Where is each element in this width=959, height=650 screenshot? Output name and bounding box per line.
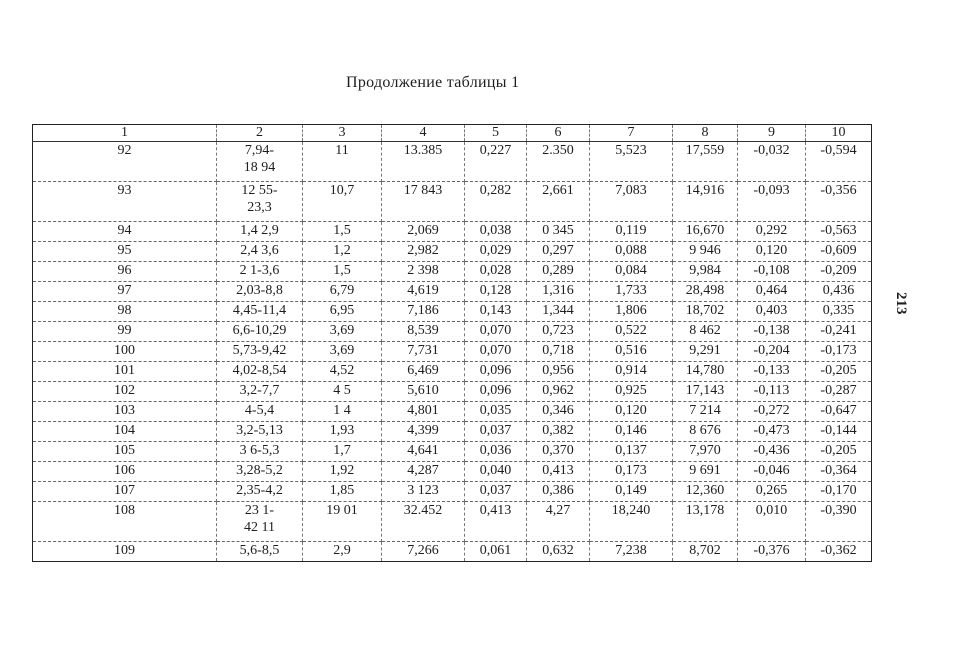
table-cell: 12 55- 23,3 bbox=[217, 182, 303, 222]
table-cell: 0,227 bbox=[465, 142, 527, 182]
table-cell: 17,559 bbox=[673, 142, 738, 182]
table-cell: 0,149 bbox=[590, 482, 673, 502]
table-cell: 17,143 bbox=[673, 382, 738, 402]
table-cell: 0,070 bbox=[465, 322, 527, 342]
table-cell: 0,403 bbox=[738, 302, 806, 322]
table-cell: 7,94- 18 94 bbox=[217, 142, 303, 182]
column-header: 5 bbox=[465, 125, 527, 142]
table-cell: 8,539 bbox=[382, 322, 465, 342]
table-cell: 10,7 bbox=[303, 182, 382, 222]
table-cell: 9,291 bbox=[673, 342, 738, 362]
table-cell: 0,370 bbox=[527, 442, 590, 462]
column-header: 1 bbox=[33, 125, 217, 142]
table-cell: 16,670 bbox=[673, 222, 738, 242]
table-cell: -0,436 bbox=[738, 442, 806, 462]
table-header-row bbox=[33, 125, 872, 142]
table-cell: 0,088 bbox=[590, 242, 673, 262]
data-table bbox=[32, 124, 872, 562]
table-cell: 0,265 bbox=[738, 482, 806, 502]
table-cell: 4,801 bbox=[382, 402, 465, 422]
table-cell: -0,362 bbox=[806, 542, 872, 562]
table-cell: 0,040 bbox=[465, 462, 527, 482]
table-cell: 0,137 bbox=[590, 442, 673, 462]
table-cell: 106 bbox=[33, 462, 217, 482]
table-cell: 3,28-5,2 bbox=[217, 462, 303, 482]
table-cell: 0,173 bbox=[590, 462, 673, 482]
table-cell: 1,85 bbox=[303, 482, 382, 502]
table-cell: 1,92 bbox=[303, 462, 382, 482]
table-cell: -0,241 bbox=[806, 322, 872, 342]
table-cell: 2 398 bbox=[382, 262, 465, 282]
table-cell: 2,9 bbox=[303, 542, 382, 562]
table-cell: 2,03-8,8 bbox=[217, 282, 303, 302]
table-row bbox=[33, 182, 872, 222]
table-cell: 1,2 bbox=[303, 242, 382, 262]
table-cell: 4,52 bbox=[303, 362, 382, 382]
table-cell: 9 691 bbox=[673, 462, 738, 482]
table-cell: 0,436 bbox=[806, 282, 872, 302]
table-cell: -0,647 bbox=[806, 402, 872, 422]
table-cell: 11 bbox=[303, 142, 382, 182]
table-cell: 1,5 bbox=[303, 262, 382, 282]
table-cell: 7 214 bbox=[673, 402, 738, 422]
table-cell: 6,79 bbox=[303, 282, 382, 302]
table-cell: 0,038 bbox=[465, 222, 527, 242]
table-cell: 32.452 bbox=[382, 502, 465, 542]
table-cell: 0,010 bbox=[738, 502, 806, 542]
table-cell: 28,498 bbox=[673, 282, 738, 302]
column-header: 6 bbox=[527, 125, 590, 142]
table-cell: -0,356 bbox=[806, 182, 872, 222]
table-cell: 2,4 3,6 bbox=[217, 242, 303, 262]
table-cell: 0,146 bbox=[590, 422, 673, 442]
table-cell: 0,029 bbox=[465, 242, 527, 262]
table-cell: -0,173 bbox=[806, 342, 872, 362]
table-cell: 1,733 bbox=[590, 282, 673, 302]
table-row bbox=[33, 142, 872, 182]
table-cell: 19 01 bbox=[303, 502, 382, 542]
table-cell: 108 bbox=[33, 502, 217, 542]
table-cell: 0,386 bbox=[527, 482, 590, 502]
table-cell: -0,376 bbox=[738, 542, 806, 562]
table-cell: 0,084 bbox=[590, 262, 673, 282]
table-cell: 0,925 bbox=[590, 382, 673, 402]
table-cell: 3,69 bbox=[303, 342, 382, 362]
table-cell: 0,289 bbox=[527, 262, 590, 282]
column-header: 8 bbox=[673, 125, 738, 142]
table-cell: 8 676 bbox=[673, 422, 738, 442]
table-row bbox=[33, 382, 872, 402]
table-cell: 0,914 bbox=[590, 362, 673, 382]
table-cell: 2,35-4,2 bbox=[217, 482, 303, 502]
table-cell: 0,035 bbox=[465, 402, 527, 422]
table-cell: -0,364 bbox=[806, 462, 872, 482]
table-cell: 1,7 bbox=[303, 442, 382, 462]
table-cell: 0,382 bbox=[527, 422, 590, 442]
table-cell: 1,93 bbox=[303, 422, 382, 442]
table-cell: 94 bbox=[33, 222, 217, 242]
table-cell: 5,73-9,42 bbox=[217, 342, 303, 362]
table-cell: 5,6-8,5 bbox=[217, 542, 303, 562]
column-header: 4 bbox=[382, 125, 465, 142]
table-cell: 109 bbox=[33, 542, 217, 562]
table-row bbox=[33, 342, 872, 362]
table-cell: 0,718 bbox=[527, 342, 590, 362]
table-row bbox=[33, 422, 872, 442]
table-cell: 105 bbox=[33, 442, 217, 462]
table-cell: 107 bbox=[33, 482, 217, 502]
table-cell: 1,4 2,9 bbox=[217, 222, 303, 242]
table-cell: 0,335 bbox=[806, 302, 872, 322]
table-cell: -0,133 bbox=[738, 362, 806, 382]
table-cell: 8 462 bbox=[673, 322, 738, 342]
table-row bbox=[33, 442, 872, 462]
table-cell: 6,95 bbox=[303, 302, 382, 322]
table-row bbox=[33, 242, 872, 262]
table-row bbox=[33, 362, 872, 382]
table-cell: 97 bbox=[33, 282, 217, 302]
table-cell: -0,093 bbox=[738, 182, 806, 222]
table-row bbox=[33, 542, 872, 562]
table-row bbox=[33, 482, 872, 502]
table-caption: Продолжение таблицы 1 bbox=[346, 74, 520, 91]
table-cell: -0,594 bbox=[806, 142, 872, 182]
table-cell: -0,390 bbox=[806, 502, 872, 542]
table-cell: 102 bbox=[33, 382, 217, 402]
table-cell: 0,036 bbox=[465, 442, 527, 462]
table-cell: -0,204 bbox=[738, 342, 806, 362]
table-cell: 13,178 bbox=[673, 502, 738, 542]
table-cell: 2,982 bbox=[382, 242, 465, 262]
table-cell: 4,287 bbox=[382, 462, 465, 482]
table-cell: 101 bbox=[33, 362, 217, 382]
table-cell: 103 bbox=[33, 402, 217, 422]
table-cell: 7,731 bbox=[382, 342, 465, 362]
table-cell: -0,205 bbox=[806, 362, 872, 382]
column-header: 3 bbox=[303, 125, 382, 142]
table-cell: 0,120 bbox=[590, 402, 673, 422]
table-cell: 5,523 bbox=[590, 142, 673, 182]
table-cell: 4-5,4 bbox=[217, 402, 303, 422]
table-cell: 104 bbox=[33, 422, 217, 442]
page-number: 213 bbox=[893, 292, 909, 315]
table-cell: 0,282 bbox=[465, 182, 527, 222]
table-cell: 1,316 bbox=[527, 282, 590, 302]
table-cell: 7,266 bbox=[382, 542, 465, 562]
table-cell: 0 345 bbox=[527, 222, 590, 242]
table-cell: -0,287 bbox=[806, 382, 872, 402]
table-cell: 93 bbox=[33, 182, 217, 222]
table-cell: 0,037 bbox=[465, 482, 527, 502]
table-cell: 1,806 bbox=[590, 302, 673, 322]
table-row bbox=[33, 222, 872, 242]
table-cell: 0,120 bbox=[738, 242, 806, 262]
column-header: 10 bbox=[806, 125, 872, 142]
table-cell: 6,469 bbox=[382, 362, 465, 382]
table-cell: 18,702 bbox=[673, 302, 738, 322]
table-cell: 4,619 bbox=[382, 282, 465, 302]
table-row bbox=[33, 462, 872, 482]
table-cell: 7,186 bbox=[382, 302, 465, 322]
table-cell: 0,956 bbox=[527, 362, 590, 382]
table-cell: 3,2-5,13 bbox=[217, 422, 303, 442]
table-cell: 0,028 bbox=[465, 262, 527, 282]
table-cell: 4,641 bbox=[382, 442, 465, 462]
table-cell: 0,070 bbox=[465, 342, 527, 362]
table-cell: 9 946 bbox=[673, 242, 738, 262]
table-cell: 0,346 bbox=[527, 402, 590, 422]
table-cell: 4,02-8,54 bbox=[217, 362, 303, 382]
table-cell: 17 843 bbox=[382, 182, 465, 222]
table-row bbox=[33, 282, 872, 302]
table-cell: 3 123 bbox=[382, 482, 465, 502]
table-cell: 0,143 bbox=[465, 302, 527, 322]
table-cell: 98 bbox=[33, 302, 217, 322]
table-cell: 14,780 bbox=[673, 362, 738, 382]
table-row bbox=[33, 402, 872, 422]
table-cell: 2,661 bbox=[527, 182, 590, 222]
table-cell: 13.385 bbox=[382, 142, 465, 182]
table-cell: 7,238 bbox=[590, 542, 673, 562]
table-cell: 12,360 bbox=[673, 482, 738, 502]
table-cell: 0,037 bbox=[465, 422, 527, 442]
table-cell: -0,113 bbox=[738, 382, 806, 402]
table-cell: 0,061 bbox=[465, 542, 527, 562]
table-cell: 0,119 bbox=[590, 222, 673, 242]
table-cell: 5,610 bbox=[382, 382, 465, 402]
table-cell: 0,723 bbox=[527, 322, 590, 342]
table-row bbox=[33, 322, 872, 342]
column-header: 9 bbox=[738, 125, 806, 142]
table-cell: 4,399 bbox=[382, 422, 465, 442]
column-header: 2 bbox=[217, 125, 303, 142]
table-cell: -0,563 bbox=[806, 222, 872, 242]
table-cell: 4,45-11,4 bbox=[217, 302, 303, 322]
table-cell: 1,5 bbox=[303, 222, 382, 242]
table-cell: 0,522 bbox=[590, 322, 673, 342]
table-cell: 1,344 bbox=[527, 302, 590, 322]
table-row bbox=[33, 262, 872, 282]
table-cell: 95 bbox=[33, 242, 217, 262]
table-cell: -0,138 bbox=[738, 322, 806, 342]
table-cell: 1 4 bbox=[303, 402, 382, 422]
table-cell: -0,032 bbox=[738, 142, 806, 182]
table-cell: 2,069 bbox=[382, 222, 465, 242]
table-cell: 100 bbox=[33, 342, 217, 362]
table-cell: 2.350 bbox=[527, 142, 590, 182]
table-cell: 92 bbox=[33, 142, 217, 182]
table-cell: 0,413 bbox=[527, 462, 590, 482]
table-cell: -0,144 bbox=[806, 422, 872, 442]
table-cell: 96 bbox=[33, 262, 217, 282]
table-cell: 8,702 bbox=[673, 542, 738, 562]
table-cell: 3 6-5,3 bbox=[217, 442, 303, 462]
table-cell: 0,516 bbox=[590, 342, 673, 362]
table-cell: 0,962 bbox=[527, 382, 590, 402]
table-cell: 0,292 bbox=[738, 222, 806, 242]
table-cell: 18,240 bbox=[590, 502, 673, 542]
table-cell: 0,096 bbox=[465, 382, 527, 402]
table-cell: 3,2-7,7 bbox=[217, 382, 303, 402]
table-cell: 7,970 bbox=[673, 442, 738, 462]
column-header: 7 bbox=[590, 125, 673, 142]
table-cell: 99 bbox=[33, 322, 217, 342]
table-row bbox=[33, 302, 872, 322]
table-cell: 0,413 bbox=[465, 502, 527, 542]
table-cell: 0,096 bbox=[465, 362, 527, 382]
table-cell: 7,083 bbox=[590, 182, 673, 222]
table-cell: -0,473 bbox=[738, 422, 806, 442]
table-cell: 14,916 bbox=[673, 182, 738, 222]
table-cell: -0,609 bbox=[806, 242, 872, 262]
table-row bbox=[33, 502, 872, 542]
table-cell: 0,297 bbox=[527, 242, 590, 262]
table-cell: 0,632 bbox=[527, 542, 590, 562]
table-cell: 6,6-10,29 bbox=[217, 322, 303, 342]
table-cell: -0,205 bbox=[806, 442, 872, 462]
table-cell: -0,209 bbox=[806, 262, 872, 282]
table-cell: 23 1- 42 11 bbox=[217, 502, 303, 542]
table-cell: 2 1-3,6 bbox=[217, 262, 303, 282]
table-cell: 4,27 bbox=[527, 502, 590, 542]
table-cell: -0,170 bbox=[806, 482, 872, 502]
table-cell: -0,046 bbox=[738, 462, 806, 482]
table-cell: -0,272 bbox=[738, 402, 806, 422]
table-cell: 0,128 bbox=[465, 282, 527, 302]
table-cell: 4 5 bbox=[303, 382, 382, 402]
table-cell: 9,984 bbox=[673, 262, 738, 282]
table-cell: -0,108 bbox=[738, 262, 806, 282]
table-cell: 0,464 bbox=[738, 282, 806, 302]
table-cell: 3,69 bbox=[303, 322, 382, 342]
